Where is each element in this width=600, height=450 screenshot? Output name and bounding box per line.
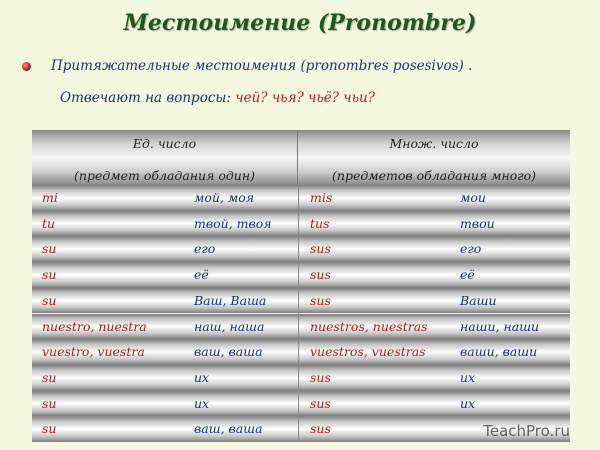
russian-singular: мой, моя — [194, 190, 255, 205]
spanish-plural: sus — [310, 267, 331, 283]
russian-plural: наши, наши — [460, 318, 540, 334]
header-singular-title: Ед. число — [132, 136, 197, 151]
russian-singular: ваш, ваша — [194, 344, 263, 360]
russian-plural: твои — [460, 215, 495, 231]
russian-plural: его — [460, 241, 482, 257]
table-row — [32, 185, 570, 211]
bullet-icon — [22, 62, 31, 71]
russian-singular: его — [194, 241, 216, 257]
spanish-plural: sus — [310, 292, 331, 308]
page-title: Местоимение (Pronombre) — [123, 10, 477, 36]
table-row — [32, 288, 570, 314]
russian-singular: твой, твоя — [194, 215, 272, 231]
spanish-plural: sus — [310, 421, 331, 437]
spanish-singular: tu — [42, 215, 56, 231]
spanish-singular: su — [42, 292, 57, 308]
spanish-plural: tus — [310, 215, 330, 231]
russian-singular: их — [194, 395, 210, 411]
russian-singular: наш, наша — [194, 318, 265, 334]
spanish-singular: su — [42, 241, 57, 257]
russian-plural: её — [460, 267, 475, 283]
russian-plural: их — [460, 369, 476, 385]
column-divider — [298, 185, 299, 442]
spanish-singular: nuestro, nuestra — [42, 318, 147, 334]
spanish-plural: sus — [310, 241, 331, 257]
header-singular — [32, 130, 298, 185]
table-row — [32, 211, 570, 237]
intro-line-1 — [22, 58, 582, 74]
header-plural-title: Множ. число — [389, 136, 479, 151]
table-header — [32, 130, 570, 185]
table-row — [32, 339, 570, 365]
russian-singular: Ваш, Ваша — [194, 292, 267, 308]
table-row — [32, 391, 570, 417]
russian-plural: мои — [460, 190, 486, 205]
spanish-singular: su — [42, 267, 57, 283]
russian-singular: её — [194, 267, 209, 283]
table-row — [32, 236, 570, 262]
table-row — [32, 365, 570, 391]
spanish-plural: nuestros, nuestras — [310, 318, 428, 334]
russian-plural: их — [460, 395, 476, 411]
intro-text: Притяжательные местоимения (pronombres posesivos) . — [51, 58, 473, 74]
spanish-plural: sus — [310, 369, 331, 385]
questions-list: чей? чья? чьё? чьи? — [235, 90, 375, 106]
spanish-singular: su — [42, 395, 57, 411]
header-plural — [298, 130, 570, 185]
russian-plural: Ваши — [460, 292, 497, 308]
pronoun-table — [32, 130, 570, 442]
spanish-singular: su — [42, 421, 57, 437]
spanish-singular: vuestro, vuestra — [42, 344, 145, 360]
spanish-plural: mis — [310, 190, 333, 205]
table-row — [32, 314, 570, 340]
russian-plural: ваши, ваши — [460, 344, 538, 360]
spanish-plural: vuestros, vuestras — [310, 344, 426, 360]
russian-singular: их — [194, 369, 210, 385]
header-singular-subtitle: (предмет обладания один) — [74, 168, 255, 183]
spanish-singular: mi — [42, 190, 58, 205]
table-row — [32, 262, 570, 288]
spanish-singular: su — [42, 369, 57, 385]
spanish-plural: sus — [310, 395, 331, 411]
russian-singular: ваш, ваша — [194, 421, 263, 437]
intro-line-2 — [60, 90, 580, 106]
watermark: TeachPro.ru — [483, 422, 570, 440]
questions-prefix: Отвечают на вопросы: — [60, 90, 236, 106]
header-plural-subtitle: (предметов обладания много) — [332, 168, 536, 183]
